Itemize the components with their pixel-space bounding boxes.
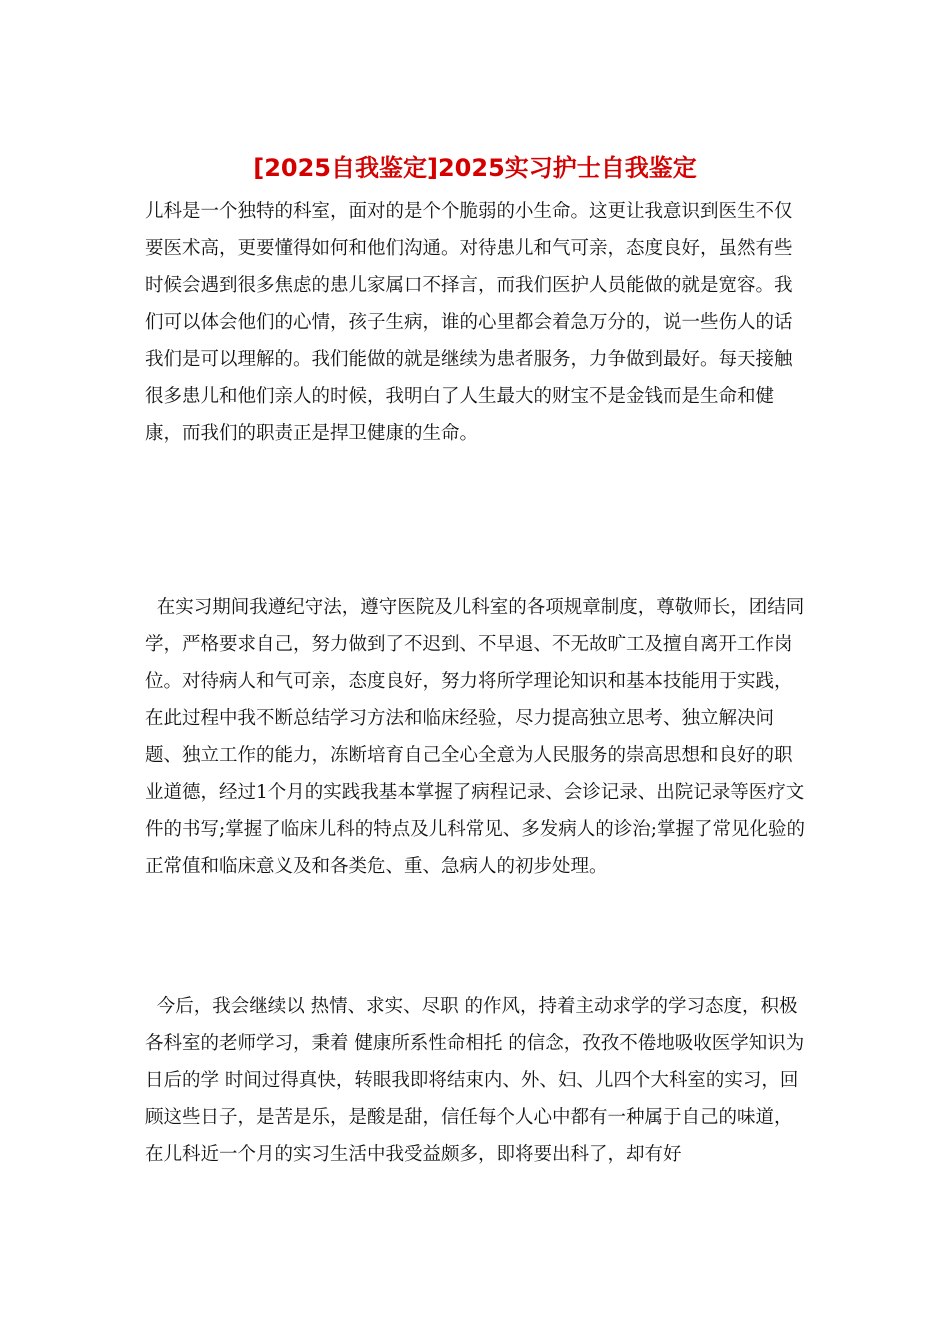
document-title: [2025自我鉴定]2025实习护士自我鉴定 xyxy=(253,154,697,182)
paragraph-internship-conduct: 在实习期间我遵纪守法，遵守医院及儿科室的各项规章制度，尊敬师长，团结同学，严格要求自己，努力做到了不迟到、不早退、不无故旷工及擅自离开工作岗位。对待病人和气可亲，态度良好，努力将所学理论知识和基本技能用于实践，在此过程中我不断总结学习方法和临床经验，尽力提高独立思考、独立解决问题、独立工作的能力，冻断培育自己全心全意为人民服务的崇高思想和良好的职业道德，经过1个月的实践我基本掌握了病程记录、会诊记录、出院记录等医疗文件的书写;掌握了临床儿科的特点及儿科常见、多发病人的诊治;掌握了常见化验的正常值和临床意义及和各类危、重、急病人的初步处理。 xyxy=(145,597,805,877)
paragraph-pediatrics: 儿科是一个独特的科室，面对的是个个脆弱的小生命。这更让我意识到医生不仅要医术高，更要懂得如何和他们沟通。对待患儿和气可亲，态度良好，虽然有些时候会遇到很多焦虑的患儿家属口不择言，而我们医护人员能做的就是宽容。我们可以体会他们的心情，孩子生病，谁的心里都会着急万分的，说一些伤人的话我们是可以理解的。我们能做的就是继续为患者服务，力争做到最好。每天接触很多患儿和他们亲人的时候，我明白了人生最大的财宝不是金钱而是生命和健康，而我们的职责正是捍卫健康的生命。 xyxy=(145,201,793,444)
paragraph-future-plans: 今后，我会继续以 热情、求实、尽职 的作风，持着主动求学的学习态度，积极各科室的老师学习，秉着 健康所系性命相托 的信念，孜孜不倦地吸收医学知识为日后的学 时间过得真快，转眼我即将结束内、外、妇、儿四个大科室的实习，回顾这些日子，是苦是乐，是酸是甜，信任每个人心中都有一种属于自己的味道，在儿科近一个月的实习生活中我受益颇多，即将要出科了，却有好 xyxy=(145,996,805,1165)
